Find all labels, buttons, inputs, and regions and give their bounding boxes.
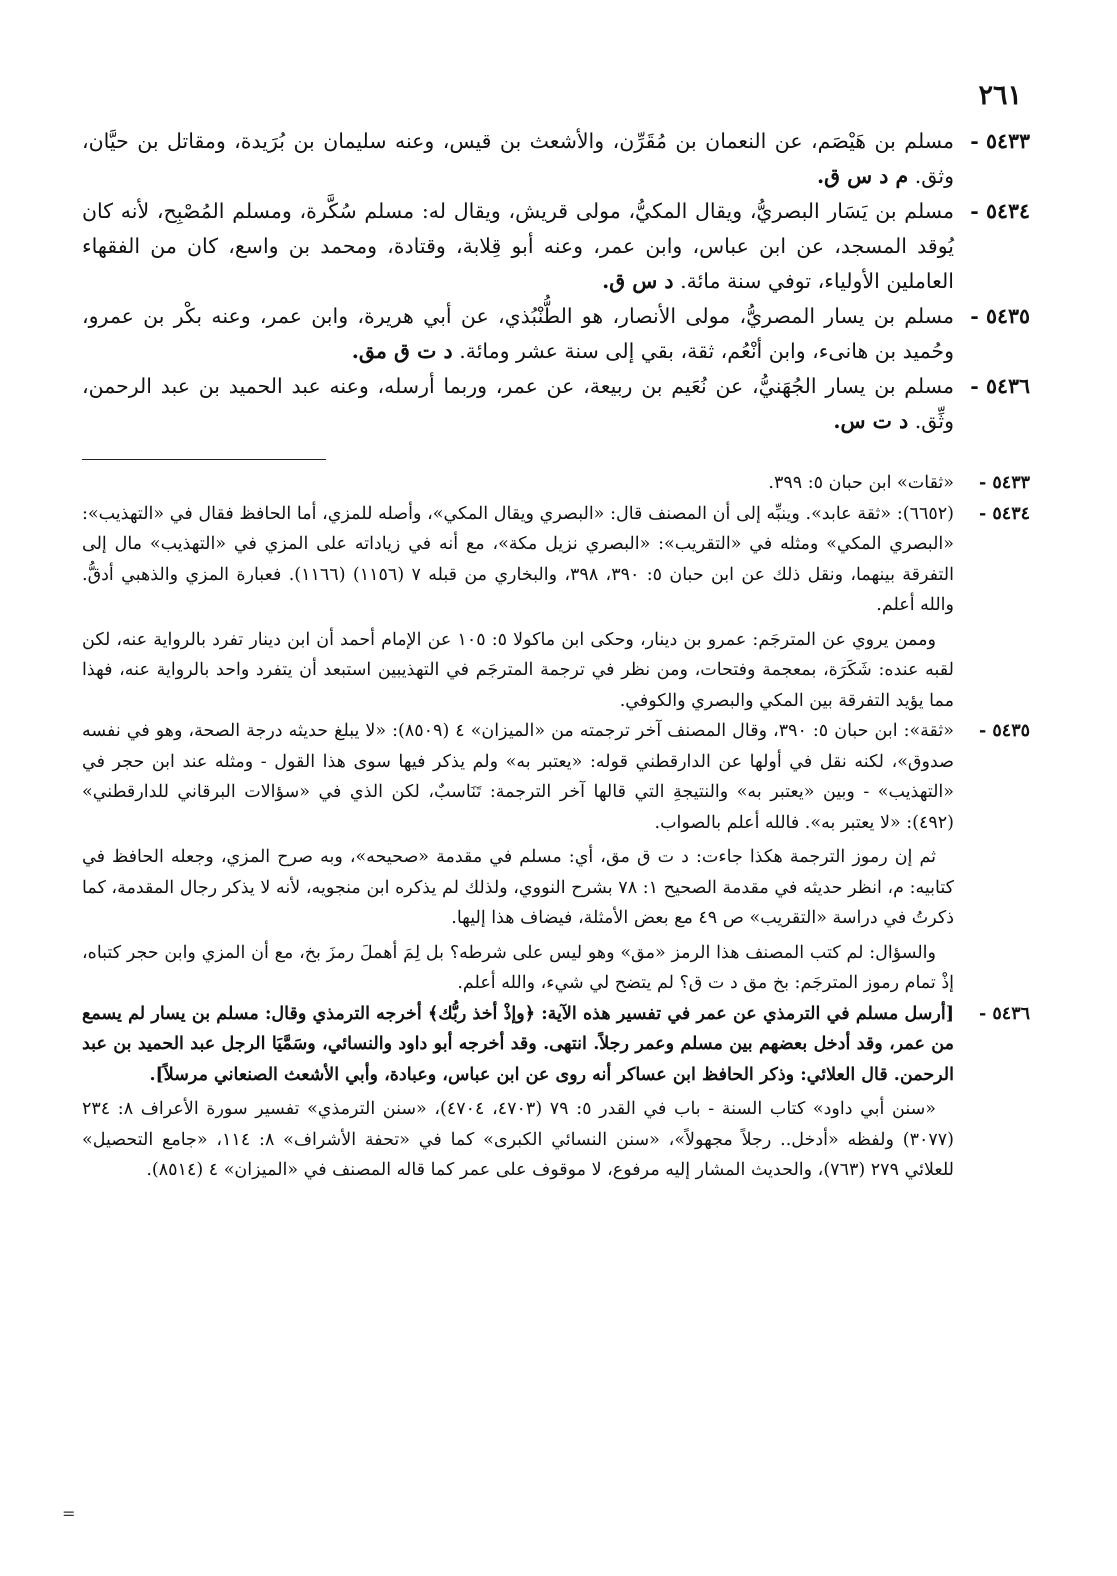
margin-mark: = bbox=[62, 1504, 76, 1523]
note-5435 bbox=[82, 716, 1030, 999]
entry-text: مسلم بن هَيْصَم، عن النعمان بن مُقَرِّن، والأشعث بن قيس، وعنه سليمان بن بُرَيدة، ومقاتل بن حيَّان، وثق. bbox=[82, 129, 954, 188]
note-paragraph: «ثقات» ابن حبان ٥: ٣٩٩. bbox=[768, 473, 954, 493]
note-paragraph: (٦٦٥٢): «ثقة عابد». وينبِّه إلى أن المصنف قال: «البصري ويقال المكي»، وأصله للمزي، أما الحافظ فقال في «التهذيب»: «البصري المكي» ومثله في «التقريب»: «البصري نزيل مكة»، مع أنه في زياداته على المزي في «التهذيب» مال إلى التفرقة بينهما، ونقل ذلك عن ابن حبان ٥: ٣٩٠، ٣٩٨، والبخاري من قبله ٧ (١١٥٦) (١١٦٦). فعبارة المزي والذهبي أدقُّ. والله أعلم. bbox=[82, 503, 954, 615]
entry-5435 bbox=[82, 299, 1030, 369]
book-page bbox=[82, 80, 1030, 1186]
biography-entries bbox=[82, 124, 1030, 439]
entry-text: مسلم بن يسار المصريُّ، مولى الأنصار، هو الطُّنْبُذي، عن أبي هريرة، وابن عمر، وعنه بكْر بن عمرو، وحُميد بن هانىء، وابن أنْعُم، ثقة، بقي إلى سنة عشر ومائة. bbox=[82, 304, 954, 363]
note-5436 bbox=[82, 999, 1030, 1186]
entry-symbols: م د س ق. bbox=[816, 164, 909, 188]
entry-symbols: د س ق. bbox=[602, 269, 674, 293]
note-number: ٥٤٣٦ - bbox=[979, 1003, 1030, 1024]
entry-symbols: د ت ق مق. bbox=[351, 339, 453, 363]
footnote-separator bbox=[82, 459, 326, 460]
entry-number: ٥٤٣٤ - bbox=[970, 199, 1030, 223]
entry-text: مسلم بن يسار الجُهَنيُّ، عن نُعَيم بن ربيعة، عن عمر، وربما أرسله، وعنه عبد الحميد بن عبد الرحمن، وثِّق. bbox=[82, 374, 954, 433]
note-paragraph: «ثقة»: ابن حبان ٥: ٣٩٠، وقال المصنف آخر ترجمته من «الميزان» ٤ (٨٥٠٩): «لا يبلغ حديثه درجة الصحة، وهو في نفسه صدوق»، لكنه نقل في أولها عن الدارقطني قوله: «يعتبر به» ولم يذكر فيها سوى هذا القول - ومثله عند ابن حجر في «التهذيب» - وبين «يعتبر به» والنتيجةِ التي قالها آخر الترجمة: تَنَاسبٌ، لكن الذي في «سؤالات البرقاني للدارقطني» (٤٩٢): «لا يعتبر به». فالله أعلم بالصواب. bbox=[82, 721, 954, 833]
note-number: ٥٤٣٣ - bbox=[979, 473, 1030, 493]
entry-5436 bbox=[82, 369, 1030, 439]
entry-number: ٥٤٣٥ - bbox=[970, 304, 1030, 328]
note-5433 bbox=[82, 468, 1030, 499]
entry-symbols: د ت س. bbox=[833, 409, 909, 433]
note-number: ٥٤٣٤ - bbox=[979, 503, 1030, 524]
footnotes bbox=[82, 468, 1030, 1186]
entry-text: مسلم بن يَسَار البصريُّ، ويقال المكيُّ، مولى قريش، ويقال له: مسلم سُكَّرة، ومسلم المُصْبِح، لأنه كان يُوقد المسجد، عن ابن عباس، وابن عمر، وعنه أبو قِلابة، وقتادة، ومحمد بن واسع، كان من الفقهاء العاملين الأولياء، توفي سنة مائة. bbox=[82, 199, 954, 293]
note-paragraph: [أرسل مسلم في الترمذي عن عمر في تفسير هذه الآية: ﴿وإذْ أخذ ربُّك﴾ أخرجه الترمذي وقال: مسلم بن يسار لم يسمع من عمر، وقد أدخل بعضهم بين مسلم وعمر رجلاً. انتهى. وقد أخرجه أبو داود والنسائي، وسَمَّيَا الرجل عبد الحميد بن عبد الرحمن. قال العلائي: وذكر الحافظ ابن عساكر أنه روى عن ابن عباس، وعبادة، وأبي الأشعث الصنعاني مرسلاً]. bbox=[82, 1003, 954, 1085]
note-5434 bbox=[82, 499, 1030, 717]
note-paragraph: «سنن أبي داود» كتاب السنة - باب في القدر ٥: ٧٩ (٤٧٠٣، ٤٧٠٤)، «سنن الترمذي» تفسير سورة الأعراف ٨: ٢٣٤ (٣٠٧٧) ولفظه «أدخل.. رجلاً مجهولاً»، «سنن النسائي الكبرى» كما في «تحفة الأشراف» ٨: ١١٤، «جامع التحصيل» للعلائي ٢٧٩ (٧٦٣)، والحديث المشار إليه مرفوع، لا موقوف على عمر كما قاله المصنف في «الميزان» ٤ (٨٥١٤). bbox=[82, 1099, 954, 1180]
note-paragraph: والسؤال: لم كتب المصنف هذا الرمز «مق» وهو ليس على شرطه؟ بل لِمَ أهملَ رمزَ بخ، مع أن المزي وابن حجر كتباه، إذْ تمام رموز المترجَم: بخ مق د ت ق؟ لم يتضح لي شيء، والله أعلم. bbox=[82, 942, 954, 993]
entry-number: ٥٤٣٦ - bbox=[970, 374, 1030, 398]
note-number: ٥٤٣٥ - bbox=[979, 721, 1030, 741]
note-paragraph: ثم إن رموز الترجمة هكذا جاءت: د ت ق مق، أي: مسلم في مقدمة «صحيحه»، وبه صرح المزي، وجعله الحافظ في كتابيه: م، انظر حديثه في مقدمة الصحيح ١: ٧٨ بشرح النووي، ولذلك لم يذكره ابن منجويه، لأنه لا يذكر رجال المقدمة، كما ذكرتُ في دراسة «التقريب» ص ٤٩ مع بعض الأمثلة، فيضاف هذا إليها. bbox=[82, 847, 954, 928]
page-number: ٢٦١ bbox=[978, 80, 1022, 111]
entry-5434 bbox=[82, 194, 1030, 299]
entry-5433 bbox=[82, 124, 1030, 194]
note-paragraph: وممن يروي عن المترجَم: عمرو بن دينار، وحكى ابن ماكولا ٥: ١٠٥ عن الإمام أحمد أن ابن دينار تفرد بالرواية عنه، لكن لقبه عنده: شَكَرَة، بمعجمة وفتحات، ومن نظر في ترجمة المترجَم في التهذيبين استبعد أن يتفرد واحد بالرواية عنه، فهذا مما يؤيد التفرقة بين المكي والبصري والكوفي. bbox=[82, 629, 954, 711]
entry-number: ٥٤٣٣ - bbox=[970, 129, 1030, 153]
